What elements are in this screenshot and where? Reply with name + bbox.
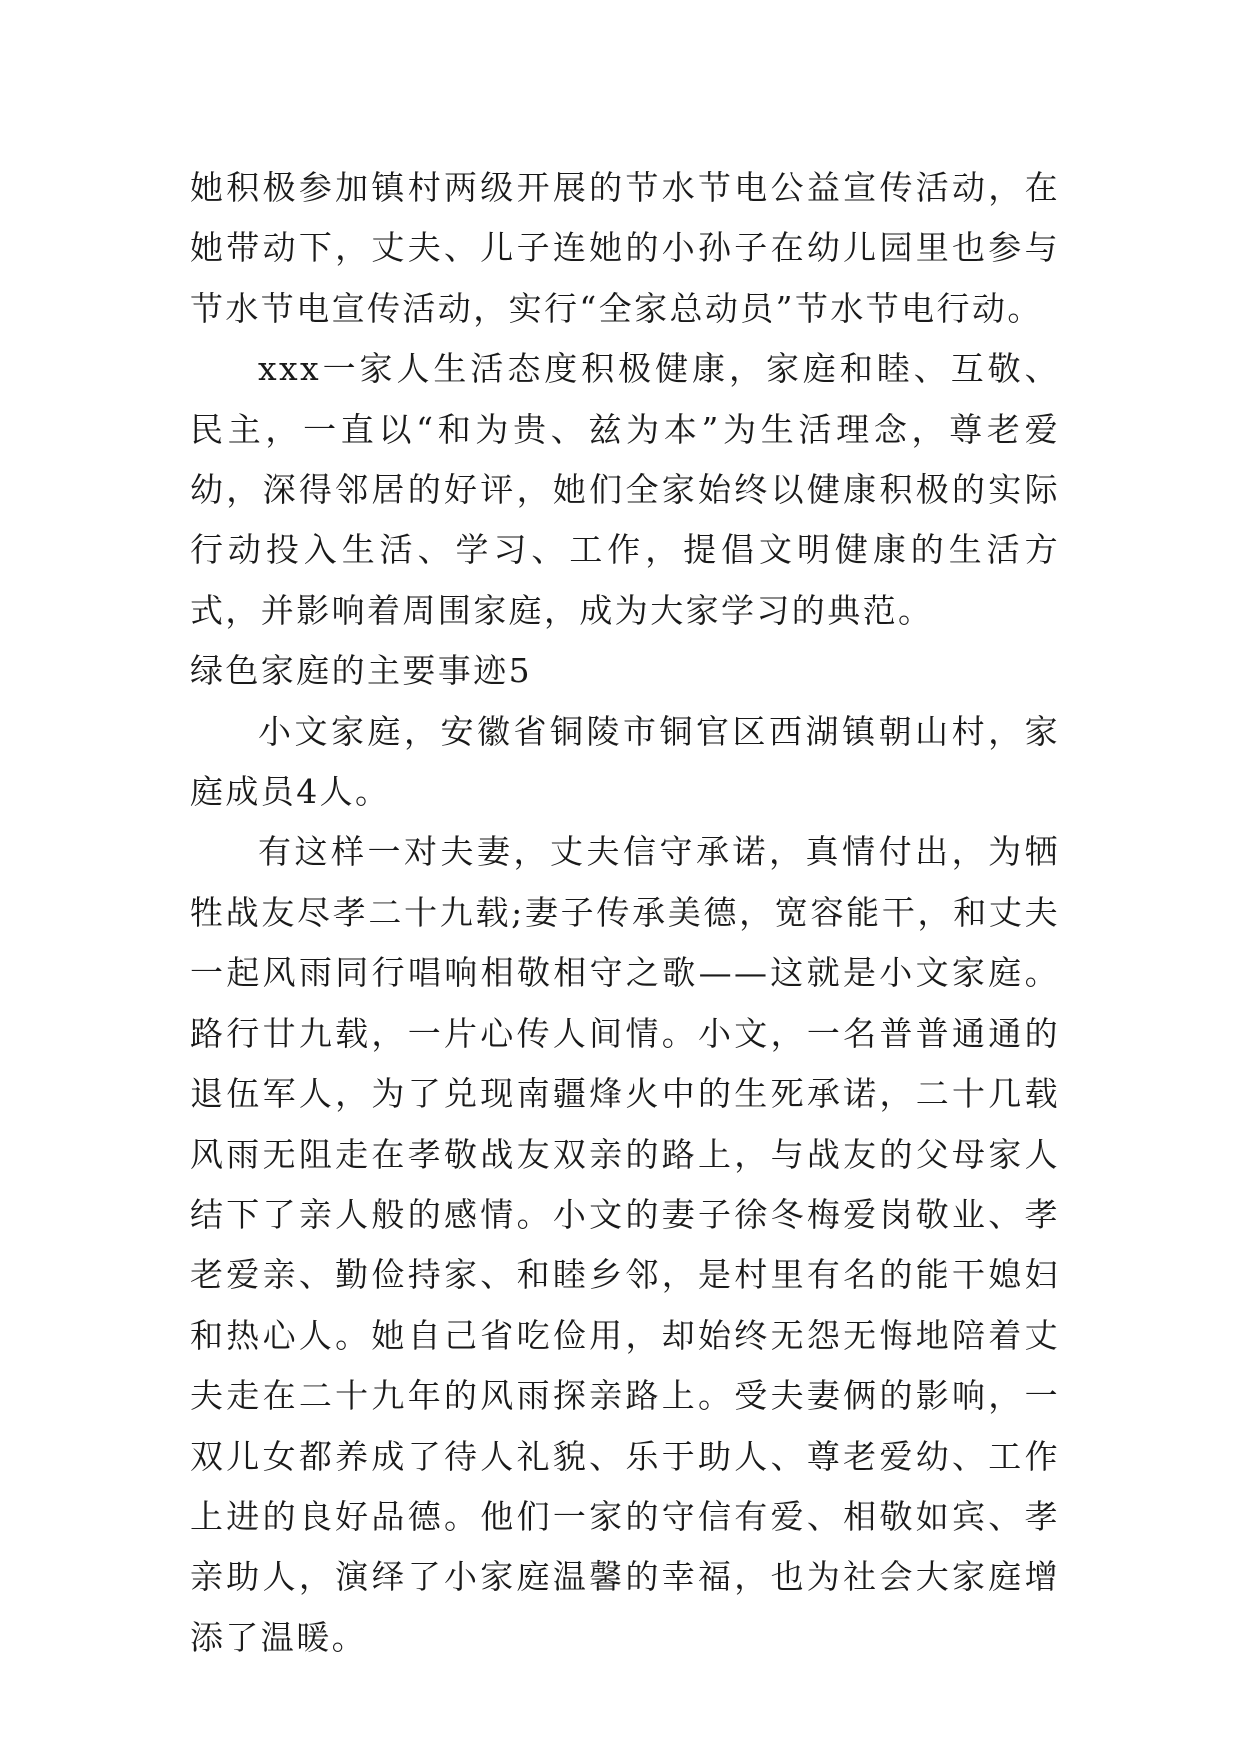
paragraph-family-story: 有这样一对夫妻，丈夫信守承诺，真情付出，为牺牲战友尽孝二十九载;妻子传承美德，宽容能干，和丈夫一起风雨同行唱响相敬相守之歌——这就是小文家庭。路行廿九载，一片心传人间情。小文，一名普普通通的退伍军人，为了兑现南疆烽火中的生死承诺，二十几载风雨无阻走在孝敬战友双亲的路上，与战友的父母家人结下了亲人般的感情。小文的妻子徐冬梅爱岗敬业、孝老爱亲、勤俭持家、和睦乡邻，是村里有名的能干媳妇和热心人。她自己省吃俭用，却始终无怨无悔地陪着丈夫走在二十九年的风雨探亲路上。受夫妻俩的影响，一双儿女都养成了待人礼貌、乐于助人、尊老爱幼、工作上进的良好品德。他们一家的守信有爱、相敬如宾、孝亲助人，演绎了小家庭温馨的幸福，也为社会大家庭增添了温暖。 <box>190 832 1060 1657</box>
paragraph-family-attitude: xxx一家人生活态度积极健康，家庭和睦、互敬、民主，一直以“和为贵、兹为本”为生活理念，尊老爱幼，深得邻居的好评，她们全家始终以健康积极的实际行动投入生活、学习、工作，提倡文明健康的生活方式，并影响着周围家庭，成为大家学习的典范。 <box>190 349 1060 630</box>
paragraph-family-info: 小文家庭，安徽省铜陵市铜官区西湖镇朝山村，家庭成员4人。 <box>190 711 1060 812</box>
paragraph-water-saving: 她积极参加镇村两级开展的节水节电公益宣传活动，在她带动下，丈夫、儿子连她的小孙子在幼儿园里也参与节水节电宣传活动，实行“全家总动员”节水节电行动。 <box>190 168 1060 328</box>
document-body <box>190 158 1060 1668</box>
section-heading: 绿色家庭的主要事迹5 <box>190 651 532 691</box>
